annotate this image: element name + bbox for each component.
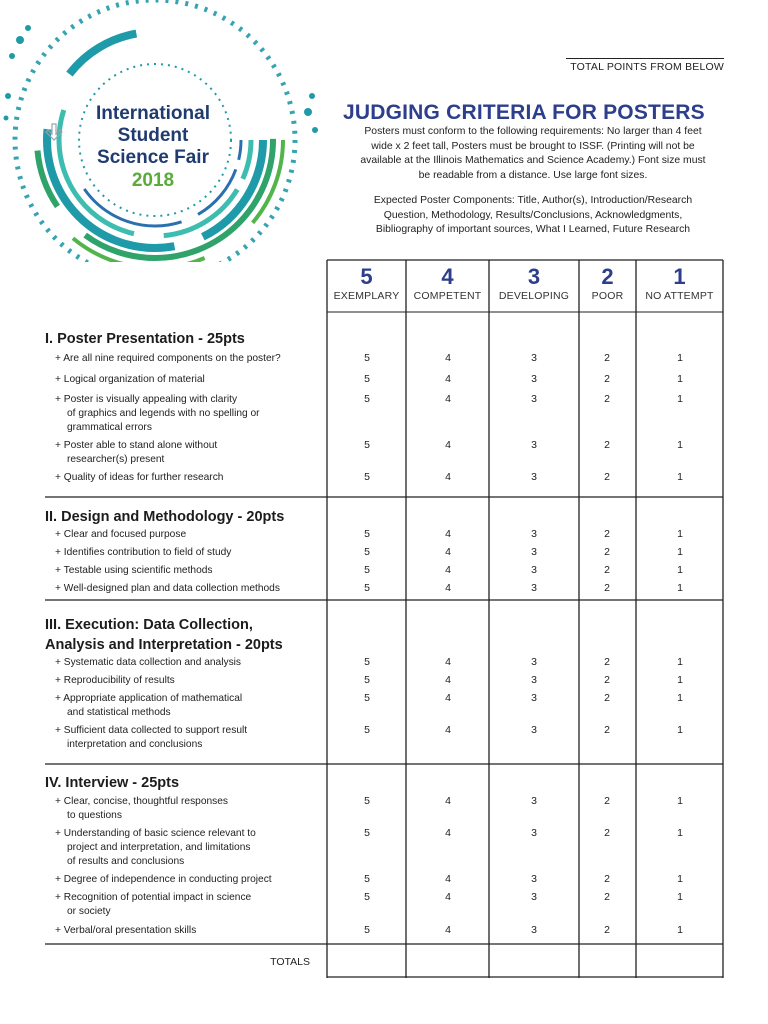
score-option-5[interactable]: 5 [364,674,370,686]
score-option-2[interactable]: 2 [604,873,610,885]
score-option-4[interactable]: 4 [445,564,451,576]
score-option-1[interactable]: 1 [677,439,683,451]
score-option-1[interactable]: 1 [677,724,683,736]
score-option-4[interactable]: 4 [445,528,451,540]
requirements-line: Posters must conform to the following requirements: No larger than 4 feet [364,126,702,137]
score-option-2[interactable]: 2 [604,564,610,576]
score-option-2[interactable]: 2 [604,827,610,839]
score-header-5 [327,262,406,302]
score-option-5[interactable]: 5 [364,352,370,364]
score-label: POOR [591,290,624,302]
score-option-5[interactable]: 5 [364,471,370,483]
section-title: I. Poster Presentation - 25pts [45,331,245,347]
criterion-text: + Recognition of potential impact in science [55,892,252,903]
score-option-1[interactable]: 1 [677,373,683,385]
score-option-4[interactable]: 4 [445,373,451,385]
score-option-4[interactable]: 4 [445,692,451,704]
criterion-text: to questions [67,810,122,821]
criterion-text: + Quality of ideas for further research [55,472,224,483]
score-option-3[interactable]: 3 [531,352,537,364]
score-option-4[interactable]: 4 [445,471,451,483]
score-option-2[interactable]: 2 [604,471,610,483]
score-option-2[interactable]: 2 [604,393,610,405]
score-option-1[interactable]: 1 [677,546,683,558]
score-option-4[interactable]: 4 [445,873,451,885]
criterion-text: + Clear and focused purpose [55,529,187,540]
criterion-text: researcher(s) present [67,454,165,465]
score-option-3[interactable]: 3 [531,891,537,903]
score-option-2[interactable]: 2 [604,546,610,558]
criterion-text: + Degree of independence in conducting project [55,874,272,885]
section-title: Analysis and Interpretation - 20pts [45,637,283,653]
score-label: EXEMPLARY [333,290,400,302]
score-number: 5 [360,264,373,289]
score-option-1[interactable]: 1 [677,674,683,686]
score-option-2[interactable]: 2 [604,891,610,903]
requirements-line: be readable from a distance. Use large font sizes. [418,169,648,181]
score-option-3[interactable]: 3 [531,582,537,594]
requirements-line: wide x 2 feet tall, Posters must be brought to ISSF. (Printing will not be [371,140,695,152]
score-option-4[interactable]: 4 [445,924,451,936]
score-option-1[interactable]: 1 [677,471,683,483]
totals-label: TOTALS [270,956,310,968]
components-line: Question, Methodology, Results/Conclusions, Acknowledgments, [383,209,683,221]
score-option-5[interactable]: 5 [364,528,370,540]
score-option-2[interactable]: 2 [604,674,610,686]
score-option-5[interactable]: 5 [364,795,370,807]
score-option-5[interactable]: 5 [364,546,370,558]
score-option-1[interactable]: 1 [677,795,683,807]
criterion-text: + Identifies contribution to field of study [55,547,232,558]
score-option-3[interactable]: 3 [531,873,537,885]
criterion-text: + Reproducibility of results [55,675,175,686]
score-header-4 [406,262,489,302]
score-option-1[interactable]: 1 [677,873,683,885]
score-option-2[interactable]: 2 [604,924,610,936]
score-option-2[interactable]: 2 [604,439,610,451]
score-option-2[interactable]: 2 [604,656,610,668]
score-option-5[interactable]: 5 [364,373,370,385]
logo-year: 2018 [131,170,175,191]
score-option-4[interactable]: 4 [445,439,451,451]
score-option-1[interactable]: 1 [677,528,683,540]
criterion-text: and statistical methods [67,707,171,718]
score-option-3[interactable]: 3 [531,439,537,451]
score-option-5[interactable]: 5 [364,873,370,885]
score-option-1[interactable]: 1 [677,692,683,704]
score-label: DEVELOPING [498,290,570,302]
score-option-1[interactable]: 1 [677,891,683,903]
score-option-4[interactable]: 4 [445,724,451,736]
score-option-4[interactable]: 4 [445,546,451,558]
score-option-3[interactable]: 3 [531,528,537,540]
total-points-label: TOTAL POINTS FROM BELOW [570,61,724,73]
score-option-5[interactable]: 5 [364,891,370,903]
criterion-text: + Appropriate application of mathematical [55,693,243,704]
criterion-text: or society [67,906,111,917]
score-option-3[interactable]: 3 [531,471,537,483]
page-title: JUDGING CRITERIA FOR POSTERS [343,101,705,124]
score-option-3[interactable]: 3 [531,795,537,807]
criterion-text: + Well-designed plan and data collection methods [55,583,280,594]
score-option-5[interactable]: 5 [364,656,370,668]
score-label: NO ATTEMPT [645,290,714,302]
score-option-2[interactable]: 2 [604,724,610,736]
criterion-text: of results and conclusions [67,856,185,867]
score-option-1[interactable]: 1 [677,582,683,594]
criterion-text: + Testable using scientific methods [55,565,213,576]
criterion-text: + Clear, concise, thoughtful responses [55,796,229,807]
score-option-2[interactable]: 2 [604,352,610,364]
section-title: III. Execution: Data Collection, [45,617,253,633]
score-option-4[interactable]: 4 [445,891,451,903]
score-number: 4 [441,264,454,289]
logo-line-2: Student [117,125,189,146]
score-option-3[interactable]: 3 [531,924,537,936]
logo-line-3: Science Fair [97,147,209,168]
criterion-text: + Understanding of basic science relevant to [55,828,256,839]
score-option-3[interactable]: 3 [531,656,537,668]
components-line: Bibliography of important sources, What I Learned, Future Research [375,224,691,236]
score-option-3[interactable]: 3 [531,827,537,839]
score-number: 3 [527,264,541,289]
score-option-2[interactable]: 2 [604,795,610,807]
score-option-5[interactable]: 5 [364,582,370,594]
total-points-line[interactable] [566,58,724,59]
criterion-text: grammatical errors [67,422,152,433]
score-option-1[interactable]: 1 [677,564,683,576]
section-title: IV. Interview - 25pts [45,775,180,791]
score-option-3[interactable]: 3 [531,373,537,385]
criterion-text: interpretation and conclusions [67,739,203,750]
score-option-3[interactable]: 3 [531,724,537,736]
score-option-4[interactable]: 4 [445,352,451,364]
score-option-5[interactable]: 5 [364,692,370,704]
score-option-1[interactable]: 1 [677,656,683,668]
score-option-5[interactable]: 5 [364,827,370,839]
criterion-text: + Logical organization of material [55,374,205,385]
score-option-1[interactable]: 1 [677,393,683,405]
criterion-text: + Poster is visually appealing with clarity [55,394,238,405]
criterion-text: + Sufficient data collected to support result [55,725,248,736]
requirements-line: available at the Illinois Mathematics and Science Academy.) Font size must [360,155,706,167]
score-option-4[interactable]: 4 [445,393,451,405]
score-label: COMPETENT [413,290,482,302]
score-option-3[interactable]: 3 [531,692,537,704]
score-option-5[interactable]: 5 [364,564,370,576]
score-option-3[interactable]: 3 [531,393,537,405]
score-option-1[interactable]: 1 [677,827,683,839]
score-option-2[interactable]: 2 [604,373,610,385]
score-number: 2 [601,264,614,289]
score-option-4[interactable]: 4 [445,656,451,668]
score-option-1[interactable]: 1 [677,924,683,936]
score-option-5[interactable]: 5 [364,439,370,451]
score-option-4[interactable]: 4 [445,674,451,686]
criterion-text: of graphics and legends with no spelling or [67,408,260,419]
score-option-5[interactable]: 5 [364,393,370,405]
score-option-3[interactable]: 3 [531,674,537,686]
components-line: Expected Poster Components: Title, Author(s), Introduction/Research [373,195,693,206]
logo-line-1: International [95,103,210,124]
score-option-4[interactable]: 4 [445,827,451,839]
score-header-3 [489,262,579,302]
score-option-2[interactable]: 2 [604,528,610,540]
section-title: II. Design and Methodology - 20pts [45,509,285,525]
score-number: 1 [673,264,686,289]
criterion-text: project and interpretation, and limitations [67,842,251,853]
score-option-2[interactable]: 2 [604,582,610,594]
score-option-1[interactable]: 1 [677,352,683,364]
criterion-text: + Systematic data collection and analysis [55,657,242,668]
score-option-4[interactable]: 4 [445,582,451,594]
criterion-text: + Poster able to stand alone without [55,440,218,451]
score-option-4[interactable]: 4 [445,795,451,807]
score-option-5[interactable]: 5 [364,924,370,936]
criterion-text: + Verbal/oral presentation skills [55,925,197,936]
score-header-2 [579,262,636,302]
score-option-2[interactable]: 2 [604,692,610,704]
criterion-text: + Are all nine required components on the poster? [55,353,281,364]
score-option-5[interactable]: 5 [364,724,370,736]
score-option-3[interactable]: 3 [531,564,537,576]
score-header-1 [636,262,723,302]
score-option-3[interactable]: 3 [531,546,537,558]
